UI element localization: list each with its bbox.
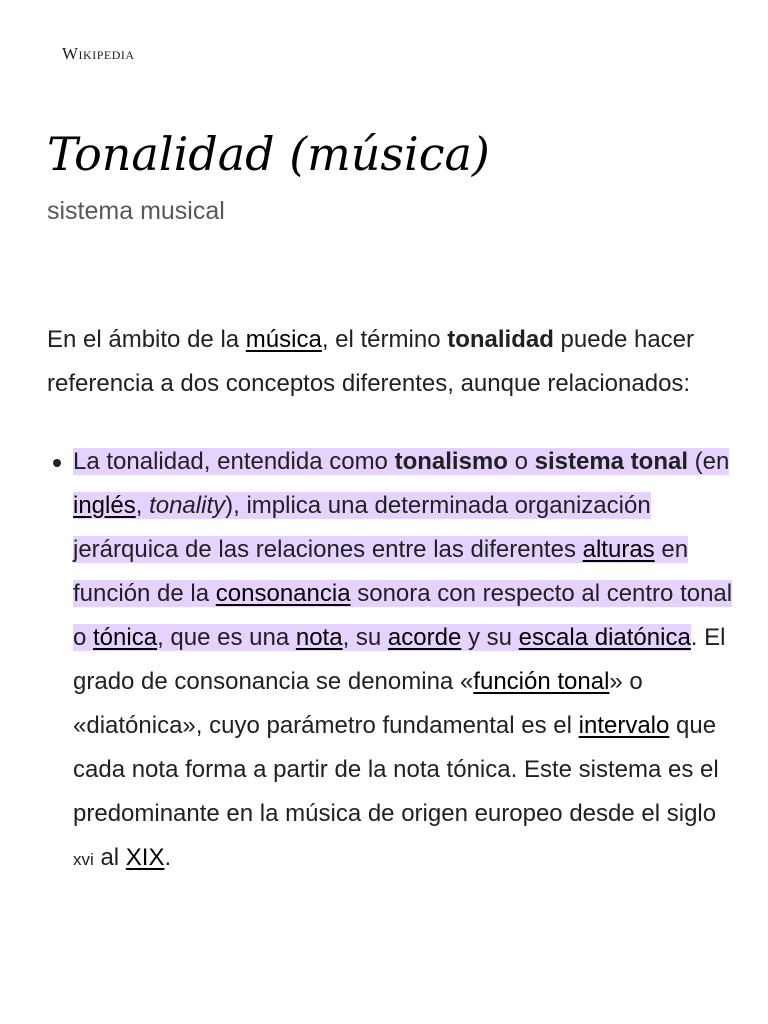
link-consonancia[interactable]: consonancia	[215, 580, 351, 607]
intro-text: En el ámbito de la	[47, 326, 246, 353]
link-nota[interactable]: nota	[295, 624, 343, 651]
link-intervalo[interactable]: intervalo	[578, 712, 670, 739]
bold-sistema-tonal: sistema tonal	[534, 448, 688, 475]
bold-tonalidad: tonalidad	[447, 326, 554, 353]
link-musica[interactable]: música	[245, 326, 322, 353]
item-text: , que es una	[157, 624, 296, 651]
italic-tonality: tonality	[149, 492, 226, 519]
page-title: Tonalidad (música)	[47, 127, 490, 181]
link-funcion-tonal[interactable]: función tonal	[473, 668, 610, 695]
bold-tonalismo: tonalismo	[394, 448, 508, 475]
item-text: (en	[688, 448, 730, 475]
link-alturas[interactable]: alturas	[582, 536, 655, 563]
definition-list	[47, 440, 737, 882]
item-text: ), implica una determinada organización jerárquica de las relaciones entre las diferentes	[73, 492, 651, 563]
item-text: .	[164, 844, 172, 871]
item-text: que cada nota forma a partir de la nota tónica. Este sistema es el predominante en la música de origen europeo desde el siglo	[73, 712, 719, 827]
item-text: » o «diatónica», cuyo parámetro fundamental es el	[73, 668, 643, 739]
page-subtitle: sistema musical	[47, 197, 225, 225]
wikipedia-wordmark[interactable]: Wikipedia	[62, 44, 135, 63]
century-xvi: xvi	[73, 850, 94, 869]
item-text: La tonalidad, entendida como	[73, 448, 395, 475]
item-text: sonora con respecto al centro tonal o	[73, 580, 733, 651]
link-escala-diatonica[interactable]: escala diatónica	[518, 624, 691, 651]
item-text: en función de la	[73, 536, 689, 607]
article-body	[47, 318, 737, 882]
intro-text: puede hacer referencia a dos conceptos diferentes, aunque relacionados:	[47, 326, 694, 397]
highlighted-passage	[73, 448, 732, 651]
link-xix[interactable]: XIX	[125, 844, 165, 871]
intro-text: , el término	[321, 326, 448, 353]
item-text: y su	[461, 624, 519, 651]
item-text: , su	[342, 624, 388, 651]
item-text: o	[507, 448, 535, 475]
item-text: al	[93, 844, 126, 871]
intro-paragraph	[47, 318, 737, 406]
link-ingles[interactable]: inglés	[73, 492, 136, 519]
link-tonica[interactable]: tónica	[93, 624, 158, 651]
item-text: . El grado de consonancia se denomina «	[73, 624, 726, 695]
item-text: ,	[135, 492, 150, 519]
list-item	[47, 440, 737, 882]
link-acorde[interactable]: acorde	[387, 624, 462, 651]
